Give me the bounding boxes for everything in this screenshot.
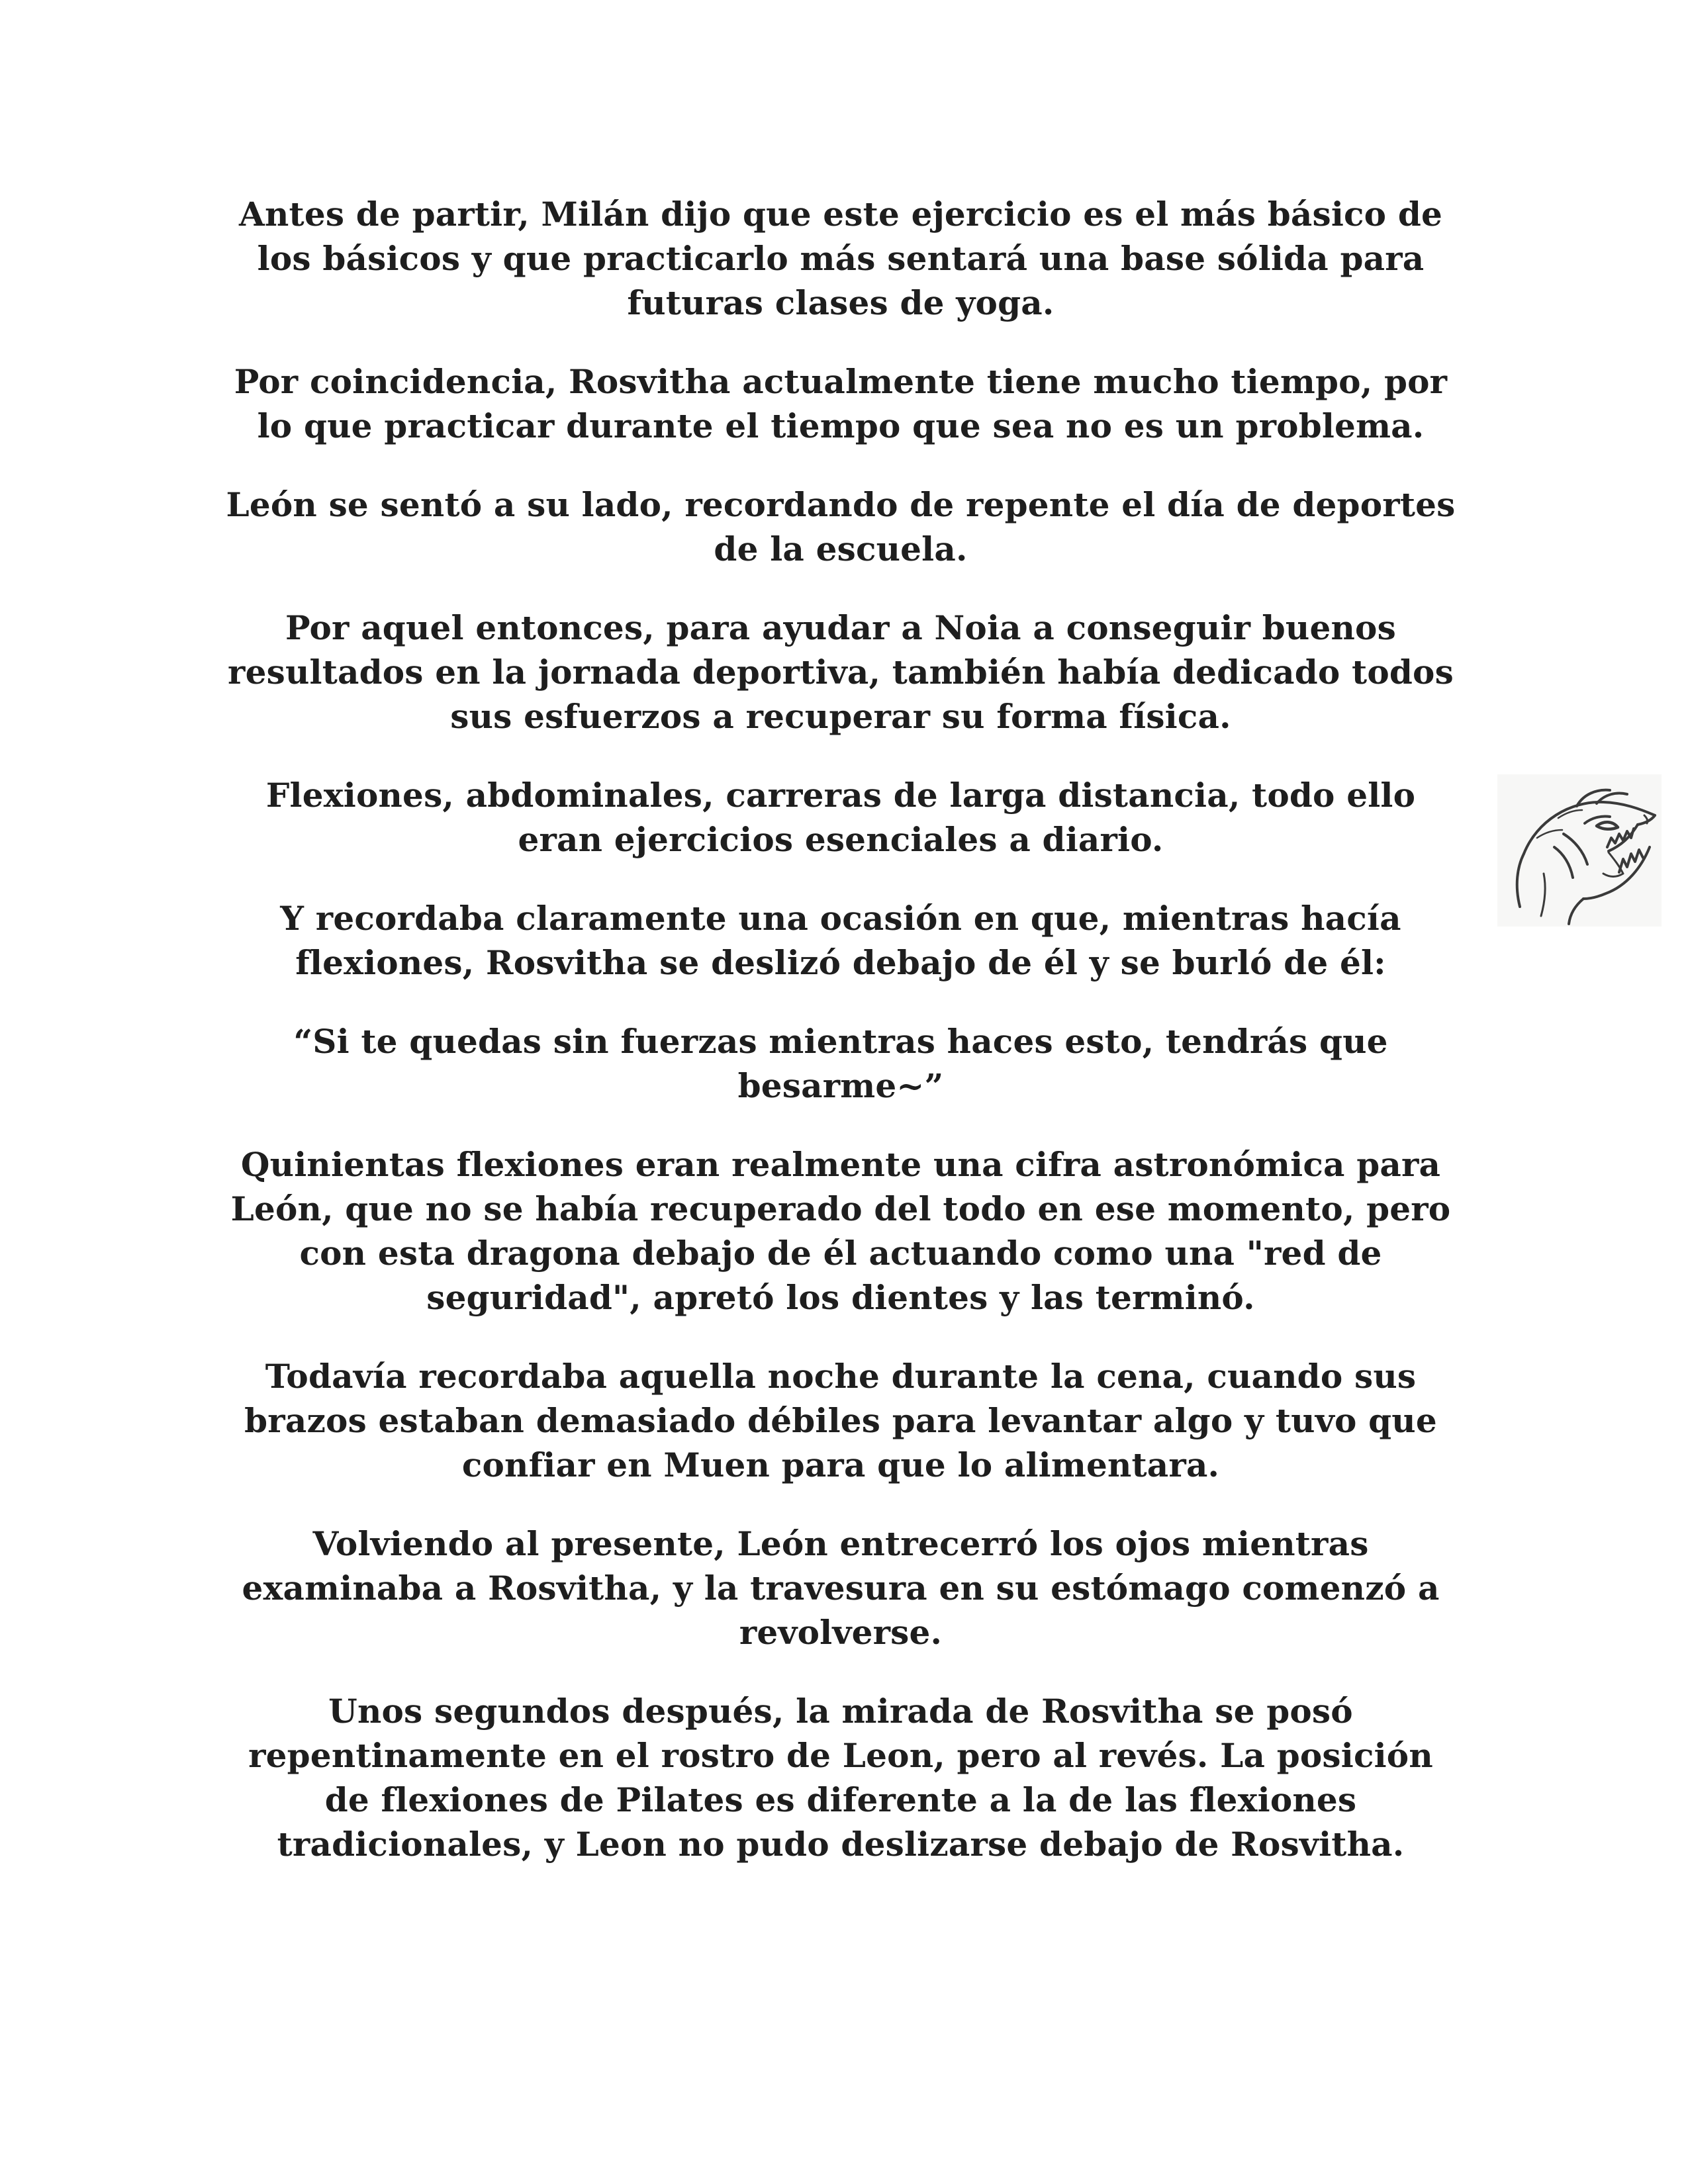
paragraph: “Si te quedas sin fuerzas mientras haces esto, tendrás que besarme~” [293, 1022, 1388, 1105]
dragon-head-icon [1497, 774, 1662, 927]
body-text [225, 192, 1456, 1901]
paragraph: Por coincidencia, Rosvitha actualmente tiene mucho tiempo, por lo que practicar durante el tiempo que sea no es un problema. [234, 362, 1448, 445]
paragraph: Volviendo al presente, León entrecerró los ojos mientras examinaba a Rosvitha, y la travesura en su estómago comenzó a revolverse. [242, 1524, 1440, 1652]
paragraph: Antes de partir, Milán dijo que este ejercicio es el más básico de los básicos y que practicarlo más sentará una base sólida para futuras clases de yoga. [238, 195, 1442, 322]
paragraph: Y recordaba claramente una ocasión en que, mientras hacía flexiones, Rosvitha se deslizó debajo de él y se burló de él: [280, 899, 1401, 982]
paragraph: Quinientas flexiones eran realmente una cifra astronómica para León, que no se había recuperado del todo en ese momento, pero con esta dragona debajo de él actuando como una "red de seguridad", apretó los dientes y las terminó. [230, 1145, 1451, 1317]
paragraph: Todavía recordaba aquella noche durante la cena, cuando sus brazos estaban demasiado débiles para levantar algo y tuvo que confiar en Muen para que lo alimentara. [244, 1357, 1437, 1484]
paragraph: Flexiones, abdominales, carreras de larga distancia, todo ello eran ejercicios esenciales a diario. [265, 776, 1416, 859]
paragraph: Unos segundos después, la mirada de Rosvitha se posó repentinamente en el rostro de Leon, pero al revés. La posición de flexiones de Pilates es diferente a la de las flexiones tradicionales, y Leon no pudo deslizarse debajo de Rosvitha. [248, 1692, 1433, 1864]
paragraph: Por aquel entonces, para ayudar a Noia a conseguir buenos resultados en la jornada deportiva, también había dedicado todos sus esfuerzos a recuperar su forma física. [228, 608, 1454, 736]
paragraph: León se sentó a su lado, recordando de repente el día de deportes de la escuela. [226, 485, 1456, 569]
dragon-logo [1497, 774, 1662, 927]
